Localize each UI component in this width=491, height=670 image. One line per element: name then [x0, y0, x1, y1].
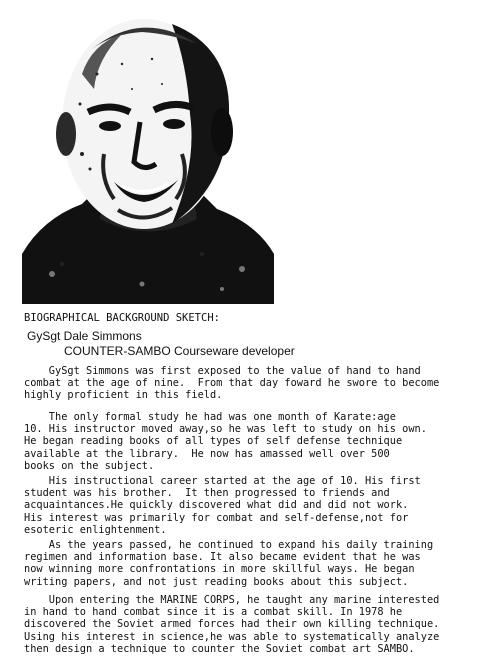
text-line: Using his interest in science,he was able to systematically analyze: [24, 630, 440, 643]
section-heading: BIOGRAPHICAL BACKGROUND SKETCH:: [24, 312, 220, 324]
bio-paragraph-4: [24, 539, 486, 588]
text-line: His interest was primarily for combat and self-defense,not for: [24, 511, 409, 524]
text-line: 10. His instructor moved away,so he was left to study on his own.: [24, 423, 427, 436]
person-role: COUNTER-SAMBO Courseware developer: [64, 344, 295, 358]
text-line: books on the subject.: [24, 459, 155, 472]
text-line: His instructional career started at the age of 10. His first: [24, 475, 421, 487]
bio-paragraph-1: [24, 365, 486, 402]
text-line: combat at the age of nine. From that day foward he swore to become: [24, 377, 440, 390]
text-line: regimen and information base. It also became evident that he was: [24, 551, 421, 564]
person-name: GySgt Dale Simmons: [27, 329, 142, 343]
portrait-illustration: [22, 4, 274, 304]
text-line: available at the library. He now has amassed well over 500: [24, 447, 390, 460]
bio-paragraph-5: [24, 594, 486, 655]
text-line: highly proficient in this field.: [24, 389, 223, 402]
text-line: now winning more confrontations in more skillful ways. He began: [24, 563, 415, 576]
text-line: He began reading books of all types of self defense technique: [24, 435, 403, 448]
text-line: acquaintances.He quickly discovered what did and did not work.: [24, 499, 409, 512]
portrait-photo: [22, 4, 274, 304]
text-line: discovered the Soviet armed forces had their own killing technique.: [24, 618, 440, 631]
text-line: esoteric enlightenment.: [24, 523, 167, 536]
bio-paragraph-2: [24, 411, 486, 472]
text-line: As the years passed, he continued to expand his daily training: [24, 539, 434, 551]
text-line: GySgt Simmons was first exposed to the value of hand to hand: [24, 365, 421, 377]
text-line: then design a technique to counter the Soviet combat art SAMBO.: [24, 642, 415, 655]
text-line: writing papers, and not just reading books about this subject.: [24, 575, 409, 588]
text-line: in hand to hand combat since it is a combat skill. In 1978 he: [24, 606, 403, 619]
text-line: The only formal study he had was one month of Karate:age: [24, 411, 396, 423]
text-line: Upon entering the MARINE CORPS, he taught any marine interested: [24, 594, 440, 606]
text-line: student was his brother. It then progressed to friends and: [24, 487, 390, 500]
bio-paragraph-3: [24, 475, 486, 536]
